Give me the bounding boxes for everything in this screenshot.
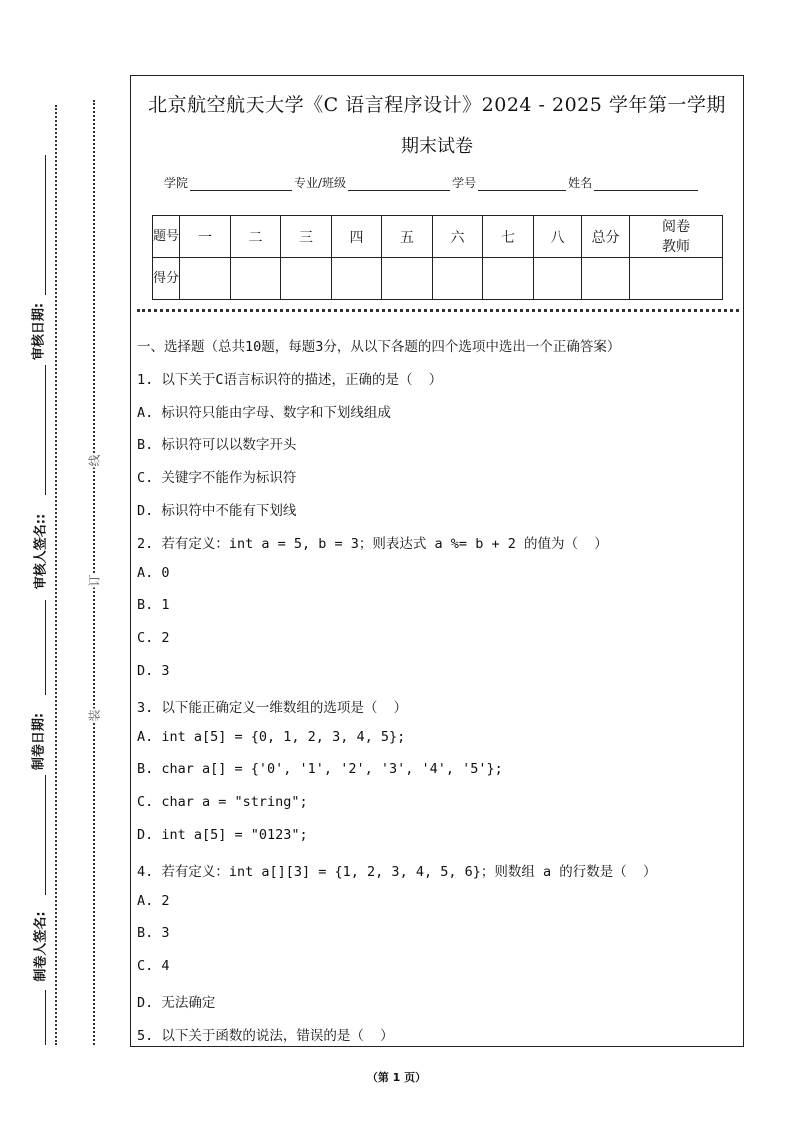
col-5: 五: [382, 216, 433, 258]
section-heading: 一、选择题（总共10题，每题3分，从以下各题的四个选项中选出一个正确答案）: [137, 339, 621, 355]
student-info-row: [164, 174, 700, 191]
answer-option: B. 1: [137, 597, 170, 614]
name-field[interactable]: [594, 178, 698, 191]
signature-line: [45, 365, 46, 495]
exam-page-frame: [130, 75, 744, 1047]
review-date-label: 审核日期:: [31, 302, 47, 361]
exam-subtitle: 期末试卷: [401, 136, 473, 157]
score-cell[interactable]: [534, 258, 582, 300]
answer-option: A. 0: [137, 564, 170, 581]
answer-option: C. 4: [137, 958, 170, 975]
col-2: 二: [231, 216, 281, 258]
exam-title: 北京航空航天大学《C 语言程序设计》2024 - 2025 学年第一学期: [148, 94, 726, 116]
score-cell[interactable]: [281, 258, 332, 300]
col-1: 一: [180, 216, 231, 258]
major-class-field[interactable]: [348, 178, 450, 191]
signature-line: [45, 775, 46, 895]
score-label: 得分: [153, 258, 180, 300]
score-table-header-row: [153, 216, 723, 258]
question-number-label: 题号: [153, 216, 180, 258]
bind-mark-ding: 订: [87, 574, 102, 587]
score-cell[interactable]: [630, 258, 723, 300]
score-cell[interactable]: [582, 258, 630, 300]
question-stem: 2. 若有定义：int a = 5, b = 3；则表达式 a %= b + 2 的值为（ ）: [137, 535, 608, 552]
answer-option: A. int a[5] = {0, 1, 2, 3, 4, 5};: [137, 728, 406, 745]
score-cell[interactable]: [180, 258, 231, 300]
make-date-label: 制卷日期:: [31, 712, 47, 771]
score-cell[interactable]: [332, 258, 382, 300]
section-separator: [137, 309, 739, 312]
signature-line: [45, 990, 46, 1045]
answer-option: D. int a[5] = "0123";: [137, 827, 308, 843]
college-label: 学院: [164, 176, 189, 190]
question-stem: 1. 以下关于C语言标识符的描述，正确的是（ ）: [137, 371, 443, 388]
answer-option: B. char a[] = {'0', '1', '2', '3', '4', '5'};: [137, 761, 503, 778]
answer-option: D. 3: [137, 663, 170, 679]
score-cell[interactable]: [483, 258, 534, 300]
score-table: [152, 215, 723, 300]
answer-option: A. 2: [137, 892, 170, 909]
score-cell[interactable]: [433, 258, 483, 300]
question-stem: 3. 以下能正确定义一维数组的选项是（ ）: [137, 699, 408, 716]
answer-option: C. 2: [137, 630, 170, 647]
score-table-score-row: [153, 258, 723, 300]
outer-dotted-line: [55, 105, 57, 1045]
answer-option: C. char a = "string";: [137, 794, 308, 811]
answer-option: B. 标识符可以以数字开头: [137, 437, 297, 454]
col-4: 四: [332, 216, 382, 258]
student-id-label: 学号: [452, 176, 477, 190]
answer-option: D. 标识符中不能有下划线: [137, 503, 297, 519]
answer-option: D. 无法确定: [137, 995, 216, 1011]
question-stem: 5. 以下关于函数的说法，错误的是（ ）: [137, 1027, 394, 1044]
col-total: 总分: [582, 216, 630, 258]
name-label: 姓名: [568, 176, 593, 190]
student-id-field[interactable]: [478, 178, 566, 191]
answer-option: A. 标识符只能由字母、数字和下划线组成: [137, 404, 391, 421]
reviewer-sign-label: 审核人签名::: [33, 513, 49, 590]
answer-option: B. 3: [137, 925, 170, 942]
college-field[interactable]: [190, 178, 292, 191]
col-6: 六: [433, 216, 483, 258]
signature-line: [45, 600, 46, 695]
signature-line: [45, 155, 46, 295]
major-class-label: 专业/班级: [294, 176, 347, 190]
col-3: 三: [281, 216, 332, 258]
col-8: 八: [534, 216, 582, 258]
col-grader: 阅卷教师: [630, 216, 723, 258]
page-number: （第 1 页）: [366, 1071, 427, 1084]
question-stem: 4. 若有定义：int a[][3] = {1, 2, 3, 4, 5, 6}；则数组 a 的行数是（ ）: [137, 863, 657, 880]
bind-mark-zhuang: 装: [87, 709, 102, 722]
bind-mark-xian: 线: [87, 454, 102, 467]
maker-sign-label: 制卷人签名:: [33, 911, 49, 982]
answer-option: C. 关键字不能作为标识符: [137, 470, 297, 487]
col-7: 七: [483, 216, 534, 258]
score-cell[interactable]: [382, 258, 433, 300]
score-cell[interactable]: [231, 258, 281, 300]
